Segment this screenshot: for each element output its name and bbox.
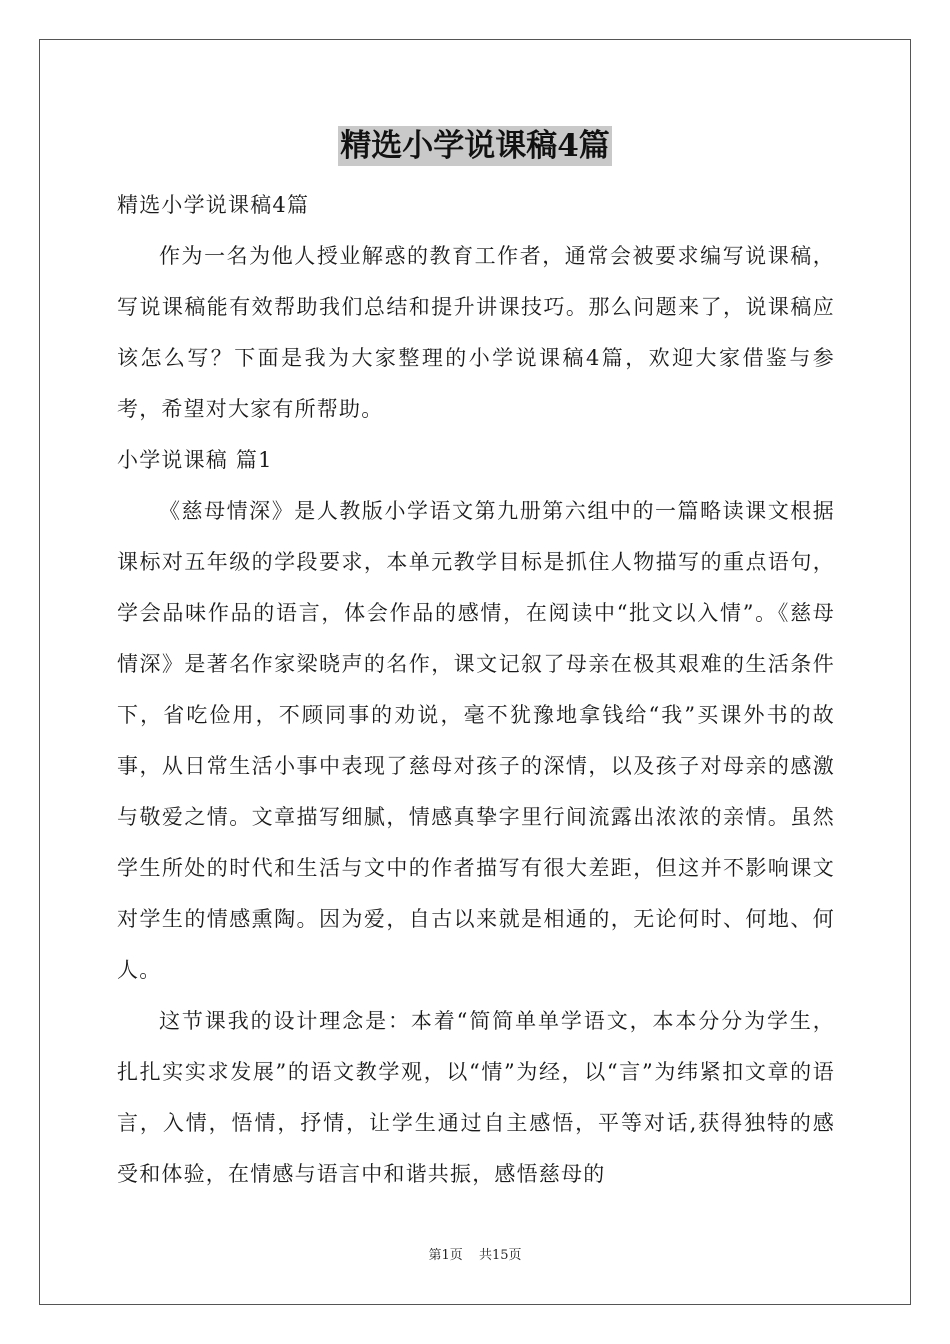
body-paragraph-1: 《慈母情深》是人教版小学语文第九册第六组中的一篇略读课文根据课标对五年级的学段要求，本单元教学目标是抓住人物描写的重点语句，学会品味作品的语言，体会作品的感情，在阅读中“批文以入情”。《慈母情深》是著名作家梁晓声的名作，课文记叙了母亲在极其艰难的生活条件下，省吃俭用，不顾同事的劝说，毫不犹豫地拿钱给“我”买课外书的故事，从日常生活小事中表现了慈母对孩子的深情，以及孩子对母亲的感激与敬爱之情。文章描写细腻，情感真挚字里行间流露出浓浓的亲情。虽然学生所处的时代和生活与文中的作者描写有很大差距，但这并不影响课文对学生的情感熏陶。因为爱，自古以来就是相通的，无论何时、何地、何人。 [117,499,835,982]
document-body [117,180,835,1200]
body-paragraph-2: 这节课我的设计理念是：本着“简简单单学语文，本本分分为学生，扎扎实实求发展”的语文教学观，以“情”为经，以“言”为纬紧扣文章的语言，入情，悟情，抒情，让学生通过自主感悟，平等对话,获得独特的感受和体验，在情感与语言中和谐共振，感悟慈母的 [117,1009,835,1186]
intro-paragraph: 作为一名为他人授业解惑的教育工作者，通常会被要求编写说课稿，写说课稿能有效帮助我们总结和提升讲课技巧。那么问题来了，说课稿应该怎么写？下面是我为大家整理的小学说课稿4篇，欢迎大家借鉴与参考，希望对大家有所帮助。 [117,244,835,421]
title-container [0,126,950,166]
page-number: 第1页 [428,1248,463,1263]
page-footer [0,1244,950,1263]
document-title: 精选小学说课稿4篇 [340,128,610,164]
document-subtitle: 精选小学说课稿4篇 [117,193,310,217]
section-heading: 小学说课稿 篇1 [117,448,273,472]
page-total: 共15页 [478,1248,522,1263]
